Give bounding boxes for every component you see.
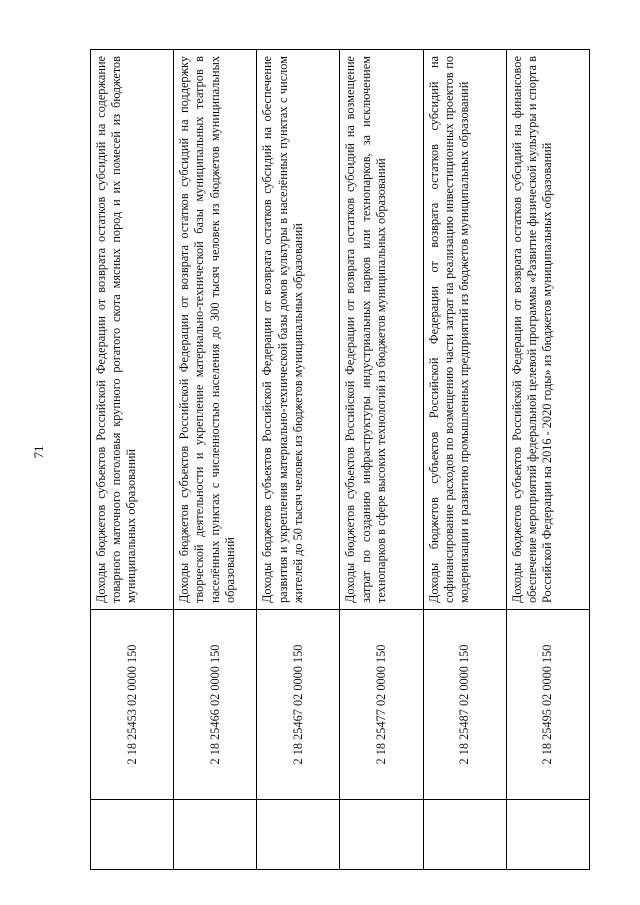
empty-cell xyxy=(423,800,506,870)
empty-cell xyxy=(340,800,423,870)
description-cell: Доходы бюджетов субъектов Российской Федерации от возврата остатков субсидий на финансовое обеспечение мероприятий федеральной целевой программы «Развитие физической культуры и спорта в Российской Федерации на 2016 - 2020 годы» из бюджетов муниципальных образований xyxy=(506,50,589,610)
table-row xyxy=(423,50,506,870)
table-row xyxy=(91,50,174,870)
table-row xyxy=(340,50,423,870)
code-cell: 2 18 25477 02 0000 150 xyxy=(340,610,423,800)
code-cell: 2 18 25487 02 0000 150 xyxy=(423,610,506,800)
revenue-codes-table xyxy=(90,49,590,870)
empty-cell xyxy=(174,800,257,870)
table-row xyxy=(174,50,257,870)
description-cell: Доходы бюджетов субъектов Российской Федерации от возврата остатков субсидий на софинансирование расходов по возмещению части затрат на реализацию инвестиционных проектов по модернизации и развитию промышленных предприятий из бюджетов муниципальных образований xyxy=(423,50,506,610)
code-cell: 2 18 25466 02 0000 150 xyxy=(174,610,257,800)
page-number: 71 xyxy=(31,445,46,459)
empty-cell xyxy=(506,800,589,870)
description-cell: Доходы бюджетов субъектов Российской Федерации от возврата остатков субсидий на содержание товарного маточного поголовья крупного рогатого скота мясных пород и их помесей из бюджетов муниципальных образований xyxy=(91,50,174,610)
description-cell: Доходы бюджетов субъектов Российской Федерации от возврата остатков субсидий на поддержку творческой деятельности и укрепление материально-технической базы муниципальных театров в населённых пунктах с численностью населения до 300 тысяч человек из бюджетов муниципальных образований xyxy=(174,50,257,610)
code-cell: 2 18 25467 02 0000 150 xyxy=(257,610,340,800)
description-cell: Доходы бюджетов субъектов Российской Федерации от возврата остатков субсидий на обеспечение развития и укрепления материально-технической базы домов культуры в населённых пунктах с числом жителей до 50 тысяч человек из бюджетов муниципальных образований xyxy=(257,50,340,610)
table-row xyxy=(257,50,340,870)
table-row xyxy=(506,50,589,870)
empty-cell xyxy=(91,800,174,870)
code-cell: 2 18 25495 02 0000 150 xyxy=(506,610,589,800)
rotated-table-inner xyxy=(90,50,590,870)
empty-cell xyxy=(257,800,340,870)
rotated-table-container xyxy=(90,50,590,870)
code-cell: 2 18 25453 02 0000 150 xyxy=(91,610,174,800)
description-cell: Доходы бюджетов субъектов Российской Федерации от возврата остатков субсидий на возмещение затрат по созданию инфраструктуры индустриальных парков или технопарков, за исключением технопарков в сфере высоких технологий из бюджетов муниципальных образований xyxy=(340,50,423,610)
